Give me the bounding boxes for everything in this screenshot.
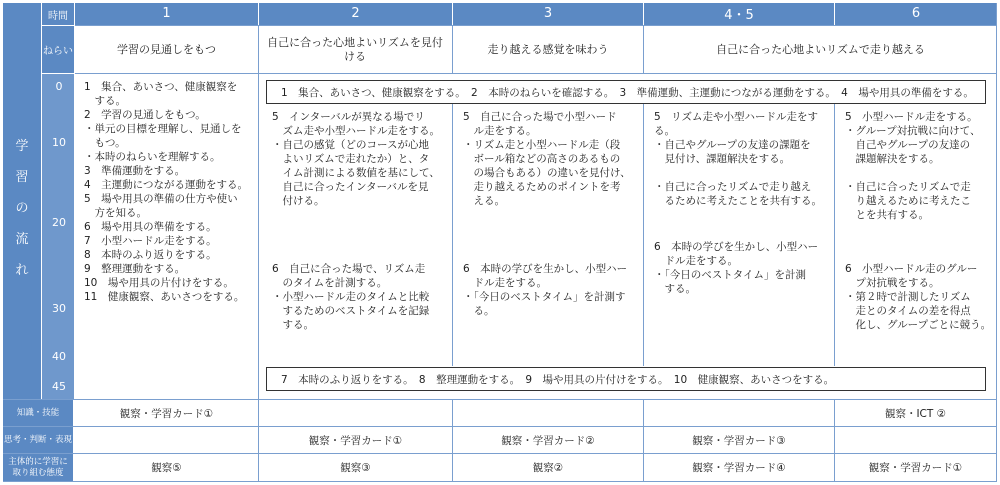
eval-thinking-col2: 観察・学習カード① [308, 434, 403, 447]
col45-activity-text: 5 リズム走や小型ハードル走をする。 ・自己やグループの友達の課題を 見付け、課題解決をする。 ・自己に合ったリズムで走り越え るために考えたことを共有する。 [654, 111, 822, 207]
time-header: 時間 [42, 3, 74, 25]
eval-label-attitude: 主体的に学習に取り組む態度 [3, 454, 73, 481]
col2-timing-text: 6 自己に合った場で、リズム走 のタイムを計測する。 ・小型ハードル走のタイムと比較 するためのベストタイムを記録 する。 [272, 263, 430, 331]
time-mark: 20 [52, 216, 66, 229]
eval-thinking-col3: 観察・学習カード② [501, 434, 595, 447]
eval-attitude-col45: 観察・学習カード④ [692, 462, 786, 474]
common-opening-box: 1 集合、あいさつ、健康観察をする。 2 本時のねらいを確認する。 3 準備運動、主運動につながる運動をする。 4 場や用具の準備をする。 [266, 80, 986, 104]
eval-attitude-col2: 観察③ [340, 462, 371, 474]
time-mark: 30 [52, 302, 66, 315]
time-mark: 45 [52, 380, 66, 393]
aim-col45-6: 自己に合った心地よいリズムで走り越える [716, 43, 925, 56]
eval-attitude-col6: 観察・学習カード① [868, 462, 963, 474]
col3-timing-text: 6 本時の学びを生かし、小型ハー ドル走をする。 ・「今日のベストタイム」を計測す る。 [463, 263, 628, 317]
column-header-2: 2 [351, 6, 360, 21]
eval-label-knowledge: 知識・技能 [3, 400, 73, 426]
eval-attitude-col1: 観察⑤ [151, 462, 182, 474]
eval-label-thinking: 思考・判断・表現 [3, 427, 73, 453]
flow-char: 習 [15, 170, 29, 185]
aim-col2: 自己に合った心地よいリズムを見付ける [267, 36, 443, 63]
flow-char: の [15, 201, 29, 216]
common-closing-box: 7 本時のふり返りをする。 8 整理運動をする。 9 場や用具の片付けをする。 10 健康観察、あいさつをする。 [266, 367, 986, 391]
eval-attitude-col3: 観察② [532, 462, 564, 474]
col6-activity-text: 5 小型ハードル走をする。 ・グループ対抗戦に向けて、 自己やグループの友達の 課題解決をする。 ・自己に合ったリズムで走 り越えるために考えたこ とを共有する。 [845, 111, 981, 221]
flow-label-column [3, 3, 41, 399]
column-header-3: 3 [543, 6, 553, 21]
col2-activity-text: 5 インターバルが異なる場でリ ズム走や小型ハードル走をする。 ・自己の感覚（どのコースが心地 よいリズムで走れたか）と、タ イム計測による数値を基にして、 自己に合ったインターバルを見 付ける。 [272, 111, 440, 207]
time-mark: 40 [52, 350, 66, 363]
eval-thinking-col45: 観察・学習カード③ [692, 434, 786, 447]
col3-activity-text: 5 自己に合った場で小型ハード ル走をする。 ・リズム走と小型ハードル走（段 ボール箱などの高さのあるもの の場合もある）の違いを見付け、 走り越えるためのポイントを考 える。 [463, 111, 631, 207]
aim-header: ねらい [42, 26, 74, 73]
eval-knowledge-col6: 観察・ICT ② [884, 407, 947, 420]
column-header-1: 1 [162, 6, 171, 21]
time-mark: 0 [55, 80, 63, 93]
col45-timing-text: 6 本時の学びを生かし、小型ハー ドル走をする。 ・「今日のベストタイム」を計測 する。 [654, 241, 819, 295]
aim-col3: 走り越える感覚を味わう [487, 43, 609, 56]
column-header-4-5: 4・5 [724, 8, 754, 23]
flow-char: れ [15, 263, 29, 278]
eval-knowledge-col1: 観察・学習カード① [119, 407, 214, 420]
time-mark: 10 [52, 136, 66, 149]
aim-col1: 学習の見通しをもつ [117, 43, 216, 56]
col6-competition-text: 6 小型ハードル走のグルー プ対抗戦をする。 ・第２時で計測したリズム 走とのタイムの差を得点 化し、グループごとに競う。 [845, 263, 992, 331]
flow-char: 流 [15, 232, 29, 247]
col1-flow-text: 1 集合、あいさつ、健康観察を する。 2 学習の見通しをもつ。 ・単元の目標を理解し、見通しを もつ。 ・本時のねらいを理解する。 3 準備運動をする。 4 主運動につながる運動をする。 5 場や用具の準備の仕方や使い 方を知る。 6 場や用具の準備をする。 7 小型ハードル走をする。 8 本時のふり返りをする。 9 整理運動をする。 10 場や用具の片付けをする。 11 健康観察、あいさつをする。 [84, 81, 248, 303]
column-header-6: 6 [911, 6, 921, 21]
flow-char: 学 [15, 139, 29, 154]
